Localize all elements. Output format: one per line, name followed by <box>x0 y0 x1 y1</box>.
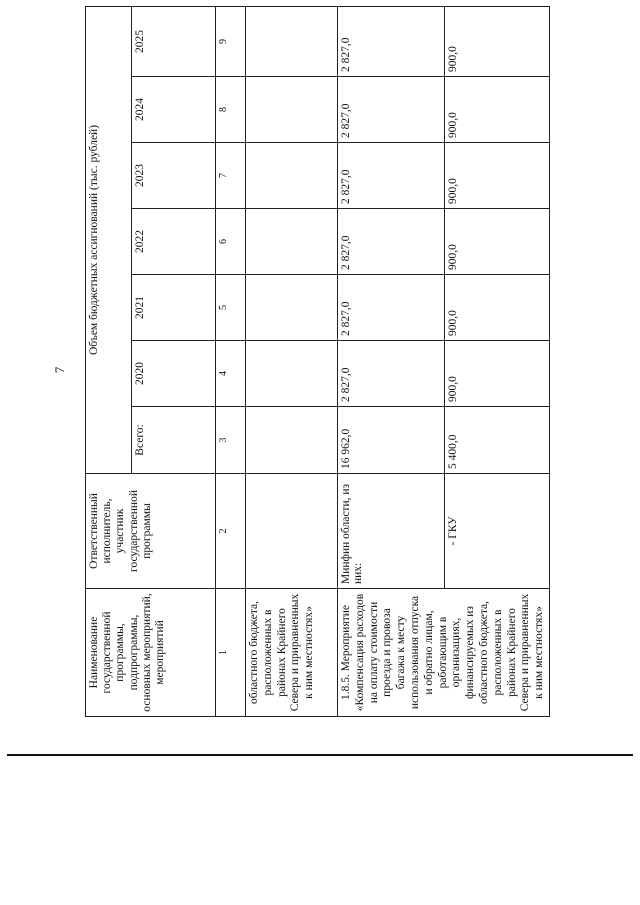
row-value: 900,0 <box>445 341 550 407</box>
column-number: 5 <box>216 275 246 341</box>
row-value: 2 827,0 <box>338 143 445 209</box>
row-value <box>246 341 338 407</box>
header-year-2025: 2025 <box>132 6 216 76</box>
column-number: 6 <box>216 209 246 275</box>
header-year-2023: 2023 <box>132 143 216 209</box>
row-value: 900,0 <box>445 143 550 209</box>
column-number: 4 <box>216 341 246 407</box>
rotated-table-wrapper <box>85 7 546 717</box>
row-value <box>246 143 338 209</box>
header-budget: Объем бюджетных ассигнований (тыс. рублей) <box>86 6 132 473</box>
page-divider <box>7 754 633 756</box>
budget-table <box>85 6 550 717</box>
row-total: 16 962,0 <box>338 407 445 474</box>
row-total <box>246 407 338 474</box>
row-value: 900,0 <box>445 6 550 76</box>
row-name: 1.8.5. Мероприятие «Компенсация расходов на оплату стоимости проезда и провоза багажа к месту использования отпуска и обратно лицам, работающим в организациях, финансируемых из областного бюджета, расположенных в районах Крайнего Севера и приравненных к ним местностях» <box>338 589 550 717</box>
header-year-2020: 2020 <box>132 341 216 407</box>
row-executor: Минфин области, из них: <box>338 474 445 589</box>
row-value <box>246 209 338 275</box>
table-row <box>338 6 445 716</box>
header-year-2024: 2024 <box>132 77 216 143</box>
row-value: 2 827,0 <box>338 341 445 407</box>
header-name: Наименование государственной программы, подпрограммы, основных мероприятий, мероприятий <box>86 589 216 717</box>
header-year-2021: 2021 <box>132 275 216 341</box>
row-executor <box>246 474 338 589</box>
column-number: 1 <box>216 589 246 717</box>
row-value: 900,0 <box>445 77 550 143</box>
header-executor: Ответственный исполнитель, участник государственной программы <box>86 474 216 589</box>
header-total: Всего: <box>132 407 216 474</box>
column-number: 2 <box>216 474 246 589</box>
row-value <box>246 6 338 76</box>
row-name: областного бюджета, расположенных в районах Крайнего Севера и приравненных к ним местностях» <box>246 589 338 717</box>
row-value: 900,0 <box>445 209 550 275</box>
row-value <box>246 275 338 341</box>
row-value: 2 827,0 <box>338 209 445 275</box>
row-value: 2 827,0 <box>338 275 445 341</box>
column-number: 8 <box>216 77 246 143</box>
page-number: 7 <box>52 366 67 374</box>
row-value: 900,0 <box>445 275 550 341</box>
row-executor: - ГКУ <box>445 474 550 589</box>
column-number: 9 <box>216 6 246 76</box>
row-total: 5 400,0 <box>445 407 550 474</box>
table-row <box>246 6 338 716</box>
row-value: 2 827,0 <box>338 6 445 76</box>
column-number: 7 <box>216 143 246 209</box>
column-number: 3 <box>216 407 246 474</box>
row-value <box>246 77 338 143</box>
row-value: 2 827,0 <box>338 77 445 143</box>
header-year-2022: 2022 <box>132 209 216 275</box>
